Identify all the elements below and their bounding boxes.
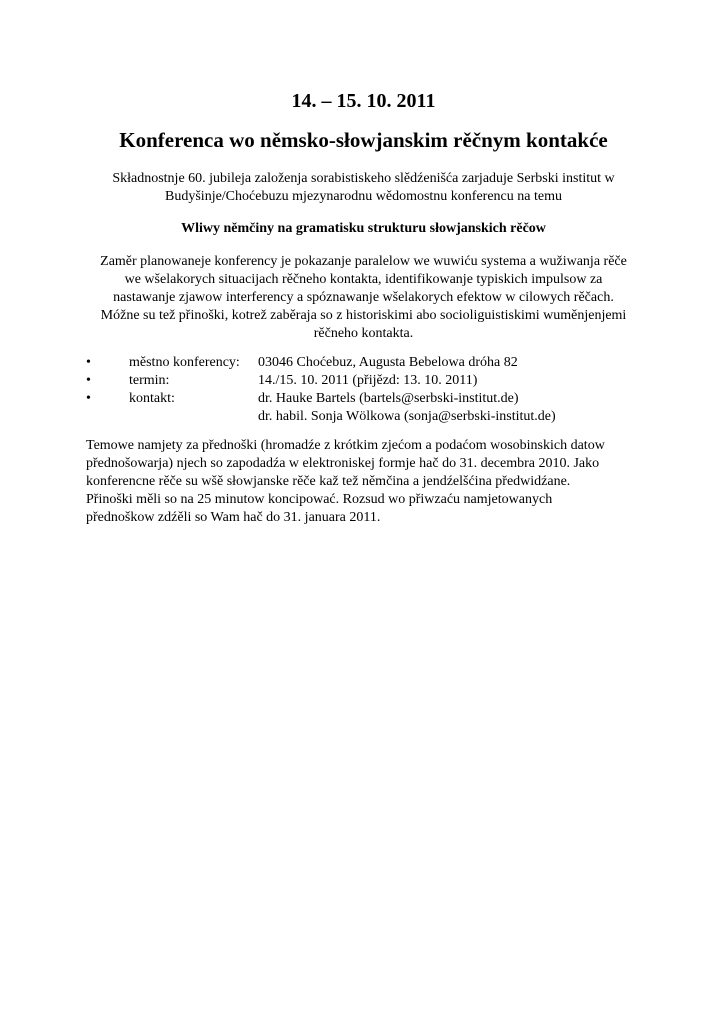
contact-value-bartels: dr. Hauke Bartels (bartels@serbski-institut.de) xyxy=(258,391,519,406)
conference-details-list xyxy=(84,354,644,426)
call-line: přednoškow zdźěli so Wam hač do 31. januara 2011. xyxy=(86,510,381,525)
call-line: Přinoški měli so na 25 minutow koncipować. Rozsud wo přiwzaću namjetowanych xyxy=(86,492,553,507)
aim-line: Móžne su tež přinoški, kotrež zaběraja so z historiskimi abo socioliguistiskimi wuměnjenjemi xyxy=(100,308,627,323)
aim-line: nastawanje zjawow interferency a spóznawanje wšelakorych efektow w cilowych rěčach. xyxy=(113,290,614,305)
conference-title: Konferenca wo němsko-słowjanskim rěčnym kontakće xyxy=(119,128,608,152)
list-item-term xyxy=(84,372,644,390)
call-line: Temowe namjety za přednoški (hromadźe z krótkim zjećom a podaćom wosobinskich datow xyxy=(86,438,605,453)
bullet-icon: • xyxy=(86,391,91,406)
bullet-icon: • xyxy=(86,355,91,370)
aim-line: Zaměr planowaneje konferency je pokazanje paralelow we wuwiću systema a wužiwanja rěče xyxy=(100,254,627,269)
venue-label: městno konferency: xyxy=(129,355,240,370)
list-item-contact-continued xyxy=(84,408,644,426)
contact-label: kontakt: xyxy=(129,391,175,406)
intro-line: Budyšinje/Choćebuzu mjezynarodnu wědomostnu konferencu na temu xyxy=(165,189,562,204)
conference-date-heading: 14. – 15. 10. 2011 xyxy=(291,90,436,112)
intro-paragraph xyxy=(90,170,637,206)
term-value: 14./15. 10. 2011 (přijězd: 13. 10. 2011) xyxy=(258,373,478,388)
call-line: přednošowarja) njech so zapodadźa w elektroniskej formje hač do 31. decembra 2010. Jako xyxy=(86,456,600,471)
call-for-papers-paragraph xyxy=(86,437,646,527)
aim-line: rěčneho kontakta. xyxy=(313,326,414,341)
aim-paragraph xyxy=(84,253,643,343)
aim-line: we wšelakorych situacijach rěčneho kontakta, identifikowanje typiskich impulsow za xyxy=(124,272,603,287)
term-label: termin: xyxy=(129,373,170,388)
conference-topic: Wliwy němčiny na gramatisku strukturu słowjanskich rěčow xyxy=(181,221,546,236)
list-item-venue xyxy=(84,354,644,372)
call-line: konferencne rěče su wšě słowjanske rěče kaž tež němčina a jendźelšćina předwidźane. xyxy=(86,474,571,489)
venue-value: 03046 Choćebuz, Augusta Bebelowa dróha 82 xyxy=(258,355,518,370)
contact-value-woelkowa: dr. habil. Sonja Wölkowa (sonja@serbski-institut.de) xyxy=(258,409,556,424)
bullet-icon: • xyxy=(86,373,91,388)
list-item-contact xyxy=(84,390,644,408)
intro-line: Składnostnje 60. jubileja založenja sorabistiskeho slědźenišća zarjaduje Serbski institut w xyxy=(112,171,615,186)
